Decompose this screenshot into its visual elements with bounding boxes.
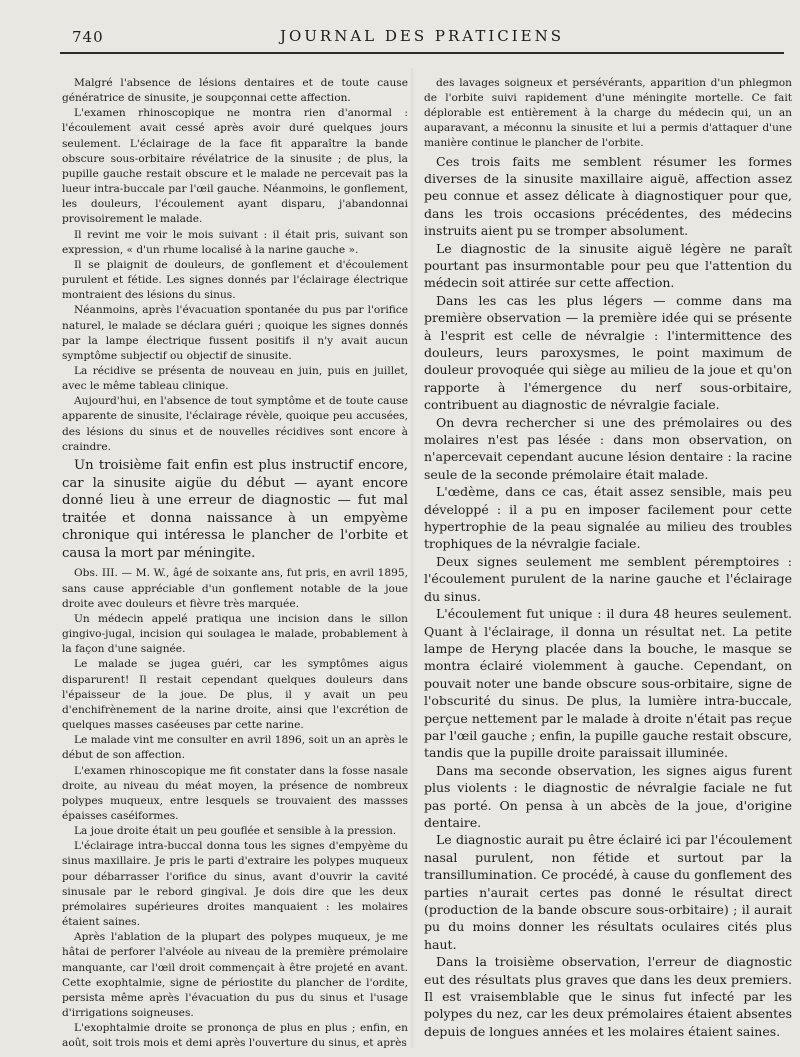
left-column-paragraph: Un médecin appelé pratiqua une incision dans le sillon gingivo-jugal, incision qui soulagea le malade, probablement à la façon d'une saignée. [62,612,408,656]
right-column-paragraph: Ces trois faits me semblent résumer les formes diverses de la sinusite maxillaire aiguë, affection assez peu connue et assez délicate à diagnostiquer pour que, dans les trois occasions précédentes, des médecins instruits aient pu se tromper absolument. [424,153,792,239]
left-column-paragraph: Un troisième fait enfin est plus instructif encore, car la sinusite aigüe du début — ayant encore donné lieu à une erreur de diagnostic — fut mal traitée et donna naissance à un empyème chronique qui intéressa le plancher de l'orbite et causa la mort par méningite. [62,457,408,561]
left-column-paragraph: L'éclairage intra-buccal donna tous les signes d'empyème du sinus maxillaire. Je pris le parti d'extraire les polypes muqueux pour débarrasser l'orifice du sinus, avant d'ouvrir la cavité sinusale par le rebord gingival. Je dois dire que les deux prémolaires supérieures droites manquaient : les molaires étaient saines. [62,840,408,929]
left-column-paragraph: La joue droite était un peu gouflée et sensible à la pression. [74,825,397,838]
left-column-paragraph: Il se plaignit de douleurs, de gonflement et d'écoulement purulent et fétide. Les signes donnés par l'éclairage électrique montraient des lésions du sinus. [62,258,408,302]
left-column-paragraph: Le malade se jugea guéri, car les symptômes aigus disparurent! Il restait cependant quelques douleurs dans l'épaisseur de la joue. De plus, il y avait un peu d'enchifrènement de la narine droite, ainsi que l'excrétion de quelques masses caséeuses par cette narine. [62,658,408,732]
right-column-paragraph: Le diagnostic de la sinusite aiguë légère ne paraît pourtant pas insurmontable pour peu que l'attention du médecin soit attirée sur cette affection. [424,240,792,291]
left-column-paragraph: Malgré l'absence de lésions dentaires et de toute cause génératrice de sinusite, je soupçonnai cette affection. [62,77,408,105]
right-column-paragraph: Dans les cas les plus légers — comme dans ma première observation — la première idée qui se présente à l'esprit est celle de névralgie : l'intermittence des douleurs, leurs paroxysmes, le point maximum de douleur provoquée qui siège au milieu de la joue et qu'on rapporte à l'émergence du nerf sous-orbitaire, contribuent au diagnostic de névralgie faciale. [424,292,792,413]
page-crease [411,68,415,1048]
right-column-paragraph: Deux signes seulement me semblent péremptoires : l'écoulement purulent de la narine gauche et l'éclairage du sinus. [424,553,792,604]
left-column-paragraph: Après l'ablation de la plupart des polypes muqueux, je me hâtai de perforer l'alvéole au niveau de la première prémolaire manquante, car l'œil droit commençait à être projeté en avant. Cette exophtalmie, signe de périostite du plancher de l'ordite, persista même après l'évacuation du pus du sinus et l'usage d'irrigations soigneuses. [62,931,408,1019]
left-column-paragraph: Néanmoins, après l'évacuation spontanée du pus par l'orifice naturel, le malade se déclara guéri ; quoique les signes donnés par la lampe électrique fussent positifs il n'y avait aucun symptôme subjectif ou objectif de sinusite. [62,304,408,362]
right-column-paragraph: des lavages soigneux et persévérants, apparition d'un phlegmon de l'orbite suivi rapidement d'une méningite mortelle. Ce fait déplorable est entièrement à la charge du médecin qui, un an auparavant, a méconnu la sinusite et lui a permis d'attaquer d'une manière continue le plancher de l'orbite. [424,77,792,149]
left-column-paragraph: L'examen rhinoscopique ne montra rien d'anormal : l'écoulement avait cessé après avoir duré quelques jours seulement. L'éclairage de la face fit apparaître la bande obscure sous-orbitaire révélatrice de la sinusite ; de plus, la pupille gauche restait obscure et le malade ne percevait pas la lueur intra-buccale par l'œil gauche. Néanmoins, le gonflement, les douleurs, l'écoulement ayant disparu, j'abandonnai provisoirement le malade. [62,107,408,226]
right-column [424,76,792,1040]
page-header [60,22,784,54]
journal-title: JOURNAL DES PRATICIENS [279,27,565,45]
right-column-paragraph: L'œdème, dans ce cas, était assez sensible, mais peu développé : il a pu en imposer facilement pour cette hypertrophie de la peau signalée au milieu des troubles trophiques de la névralgie faciale. [424,484,792,552]
left-column-paragraph: Le malade vint me consulter en avril 1896, soit un an après le début de son affection. [62,734,408,762]
left-column-paragraph: Il revint me voir le mois suivant : il était pris, suivant son expression, « d'un rhume localisé à la narine gauche ». [62,228,408,256]
left-column [62,76,408,1051]
left-column-paragraph: L'examen rhinoscopique me fit constater dans la fosse nasale droite, au niveau du méat moyen, la présence de nombreux polypes muqueux, entre lesquels se trouvaient des massses épaisses caséiformes. [62,764,408,822]
right-column-paragraph: L'écoulement fut unique : il dura 48 heures seulement. Quant à l'éclairage, il donna un résultat net. La petite lampe de Heryng placée dans la bouche, le masque se montra éclairé violemment à gauche. Cependant, on pouvait noter une bande obscure sous-orbitaire, signe de l'obscurité du sinus. De plus, la lumière intra-buccale, perçue nettement par le malade à droite n'était pas reçue par l'œil gauche ; enfin, la pupille gauche restait obscure, tandis que la pupille droite paraissait illuminée. [424,606,792,761]
left-column-paragraph: L'exophtalmie droite se prononça de plus en plus ; enfin, en août, soit trois mois et demi après l'ouverture du sinus, et après [62,1022,408,1050]
page-number: 740 [72,28,104,46]
left-column-paragraph: Obs. III. — M. W., âgé de soixante ans, fut pris, en avril 1895, sans cause appréciable d'un gonflement notable de la joue droite avec douleurs et fièvre très marquée. [62,567,408,610]
left-column-paragraph: La récidive se présenta de nouveau en juin, puis en juillet, avec le même tableau clinique. [62,364,408,393]
right-column-paragraph: On devra rechercher si une des prémolaires ou des molaires n'est pas lésée : dans mon observation, on n'apercevait cependant aucune lésion dentaire : la racine seule de la seconde prémolaire était malade. [424,414,792,482]
right-column-paragraph: Le diagnostic aurait pu être éclairé ici par l'écoulement nasal purulent, non fétide et surtout par la transillumination. Ce procédé, à cause du gonflement des parties n'aurait certes pas donné le résultat direct (production de la bande obscure sous-orbitaire) ; il aurait pu du moins donner les résultats oculaires cités plus haut. [424,832,792,952]
left-column-paragraph: Aujourd'hui, en l'absence de tout symptôme et de toute cause apparente de sinusite, l'éclairage révèle, quoique peu accusées, des lésions du sinus et de nouvelles récidives sont encore à craindre. [62,395,408,453]
right-column-paragraph: Dans ma seconde observation, les signes aigus furent plus violents : le diagnostic de névralgie faciale ne fut pas porté. On pensa à un abcès de la joue, d'origine dentaire. [424,762,792,830]
right-column-paragraph: Dans la troisième observation, l'erreur de diagnostic eut des résultats plus graves que dans les deux premiers. Il est vraisemblable que le sinus fut infecté par les polypes du nez, car les deux prémolaires étaient absentes depuis de longues années et les molaires étaient saines. [424,954,792,1039]
